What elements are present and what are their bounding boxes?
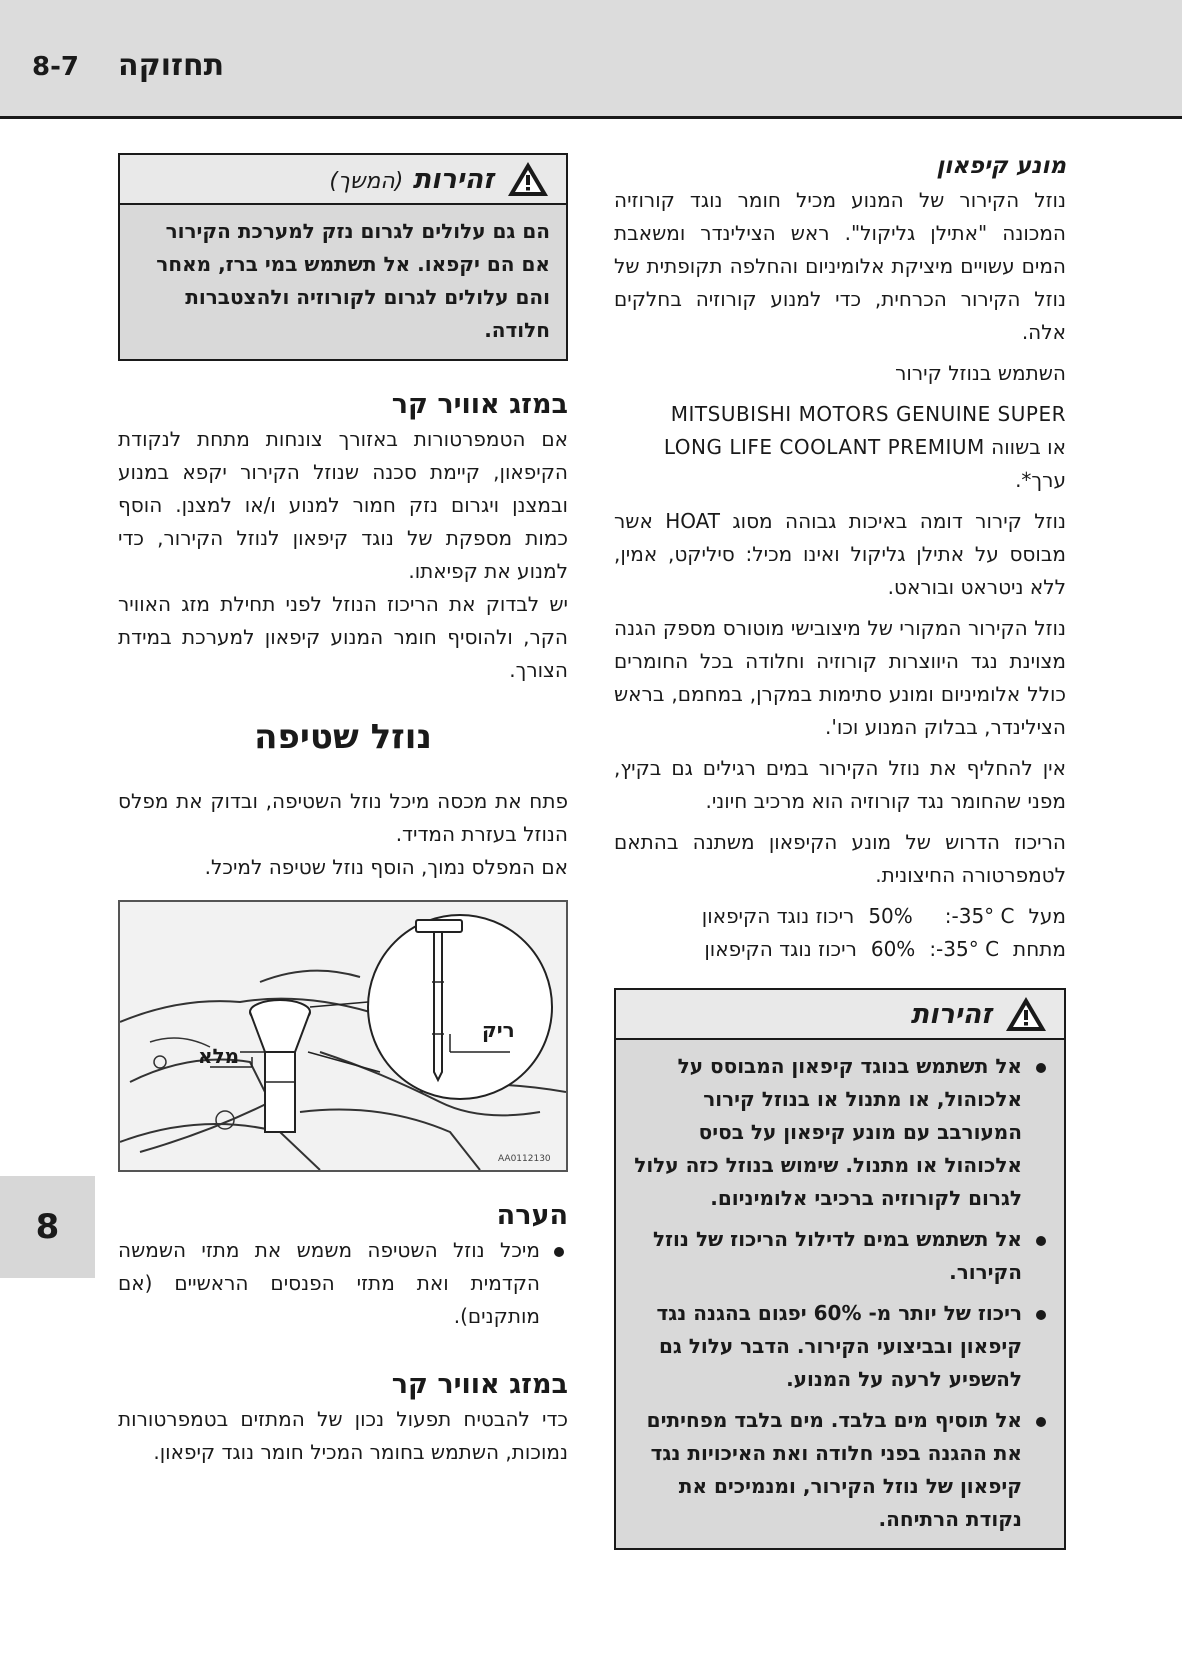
coolant-equivalent: או בשווה [991, 435, 1066, 459]
warning-continued-label: זהירות [412, 163, 494, 195]
note-heading: הערה [496, 1200, 568, 1231]
chapter-tab [0, 1176, 95, 1278]
water-paragraph: אין להחליף את נוזל הקירור במים רגילים גם בקיץ, מפני שהחומר נגד קורוזיה הוא מרכיב חיוני. [614, 756, 1066, 813]
warning-continued-title [329, 164, 494, 195]
concentration-row-1 [614, 900, 1066, 933]
continued-label: (המשך) [329, 168, 404, 194]
use-coolant-line: השתמש בנוזל קירור [895, 361, 1066, 385]
warning-triangle-icon [1004, 995, 1048, 1033]
label-empty: ריק [482, 1018, 515, 1042]
warning-continued-header [120, 155, 566, 205]
right-column [614, 150, 1066, 1550]
page-number: 8-7 [32, 52, 79, 82]
genuine-coolant-paragraph: נוזל הקירור המקורי של מיצובישי מוטורס מספק הגנה מצוינת נגד היווצרות קורוזיה וחלודה בכל החומרים כולל אלומיניום ומונע סתימות במקרן, במחמם, בראש הצילינדר, בבלוק המנוע וכו'. [614, 616, 1066, 739]
warning-item: אל תשתמש במים לדילול הריכוז של נוזל הקירור. [632, 1223, 1048, 1289]
antifreeze-heading: מונע קיפאון [936, 153, 1066, 179]
concentration-row-2 [614, 933, 1066, 966]
warning-triangle-icon [506, 160, 550, 198]
concentration-paragraph: הריכוז הדרוש של מונע הקיפאון משתנה בהתאם לטמפרטורה החיצונית. [614, 830, 1066, 887]
cold-weather-check-paragraph: יש לבדוק את הריכוז הנוזל לפני תחילת מזג האוויר הקר, ולהוסיף חומר המנוע קיפאון למערכת במידת הצורך. [118, 592, 568, 682]
left-column [118, 153, 568, 1469]
washer-paragraph-2: אם המפלס נמוך, הוסף נוזל שטיפה למיכל. [204, 855, 568, 879]
conc2-prefix: מתחת [1013, 937, 1066, 961]
warning-item: אל תשתמש בנוגד קיפאון המבוסס על אלכוהול, או מתנול או בנוזל קירור המעורבב עם מונע קיפאון על בסיס אלכוהול או מתנול. שימוש בנוזל כזה עלול לגרום לקורוזיה ברכיבי אלומיניום. [632, 1050, 1048, 1215]
warning-list [616, 1040, 1064, 1548]
hoat-paragraph: נוזל קירור דומה באיכות גבוהה מסוג HOAT אשר מבוסס על אתילן גליקול ואינו מכיל: סיליקט, אמין, ללא ניטראט ובוראט. [614, 509, 1066, 599]
cold-weather-paragraph-2: כדי להבטיח תפעול נכון של המתזים בטמפרטורות נמוכות, השתמש בחומר המכיל חומר נוגד קיפאון. [118, 1407, 568, 1464]
label-full: מלא [198, 1044, 240, 1068]
cold-weather-heading-2: במזג אוויר קר [391, 1369, 568, 1400]
cold-weather-paragraph: אם הטמפרטורות באזורך צונחות מתחת לנקודת הקיפאון, קיימת סכנה שנוזל הקירור יקפא במנוע ובמצנן ויגרום נזק חמור למנוע ו/או למצנן. הוסף כמות מספקת של נוגד קיפאון לנוזל הקירור, כדי למנוע את קפיאתו. [118, 427, 568, 583]
conc1-prefix: מעל [1028, 904, 1066, 928]
warning-continued-box [118, 153, 568, 361]
chapter-number: 8 [35, 1207, 60, 1247]
conc1-percent: 50% [868, 904, 913, 928]
cold-weather-heading: במזג אוויר קר [391, 389, 568, 420]
coolant-name-line2 [614, 431, 1066, 464]
warning-item: אל תוסיף מים בלבד. מים בלבד מפחיתים את ההגנה בפני חלודה ואת האיכויות נגד קיפאון של נוזל הקירור, ומנמיכים את נקודת הרתיחה. [632, 1404, 1048, 1536]
section-title: תחזוקה [118, 48, 225, 83]
conc2-temp: :-35° C [929, 937, 1000, 961]
conc2-percent: 60% [870, 937, 916, 961]
coolant-name-line3: ערך*. [1015, 468, 1066, 492]
conc1-suffix: ריכוז נוגד הקיפאון [701, 904, 855, 928]
antifreeze-paragraph: נוזל הקירור של המנוע מכיל חומר נוגד קורוזיה המכונה "אתילן גליקול". ראש הצילינדר ומשאבת המים עשויים מיציקת אלומיניום והחלפה תקופתית של נוזל הקירור הכרחית, כדי למנוע קורוזיה בחלקים אלה. [614, 188, 1066, 344]
figure-code: AA0112130 [498, 1154, 551, 1164]
warning-continued-text: הם גם עלולים לגרום נזק למערכת הקירור אם הם יקפאו. אל תשתמש במי ברז, מאחר והם עלולים לגרום לקורוזיה ולהצטברות חלודה. [156, 219, 550, 342]
conc2-suffix: ריכוז נוגד הקיפאון [704, 937, 857, 961]
page-header [0, 0, 1182, 119]
warning-header [616, 990, 1064, 1040]
washer-paragraph-1: פתח את מכסה מיכל נוזל השטיפה, ובדוק את מפלס הנוזל בעזרת המדיד. [118, 789, 568, 846]
warning-box [614, 988, 1066, 1550]
warning-item: ריכוז של יותר מ- 60% יפגום בהגנה נגד קיפאון ובביצועי הקירור. הדבר עלול גם להשפיע לרעה על המנוע. [632, 1297, 1048, 1396]
note-item: מיכל נוזל השטיפה משמש את מתזי השמשה הקדמית ואת מתזי הפנסים הראשיים (אם מותקנים). [118, 1234, 568, 1333]
washer-reservoir-figure [118, 900, 568, 1172]
conc1-temp: :-35° C [944, 904, 1015, 928]
washer-fluid-heading: נוזל שטיפה [254, 717, 432, 757]
warning-title: זהירות [910, 998, 992, 1030]
coolant-name-english: LONG LIFE COOLANT PREMIUM [663, 435, 985, 459]
coolant-name-line1: MITSUBISHI MOTORS GENUINE SUPER [670, 402, 1066, 426]
